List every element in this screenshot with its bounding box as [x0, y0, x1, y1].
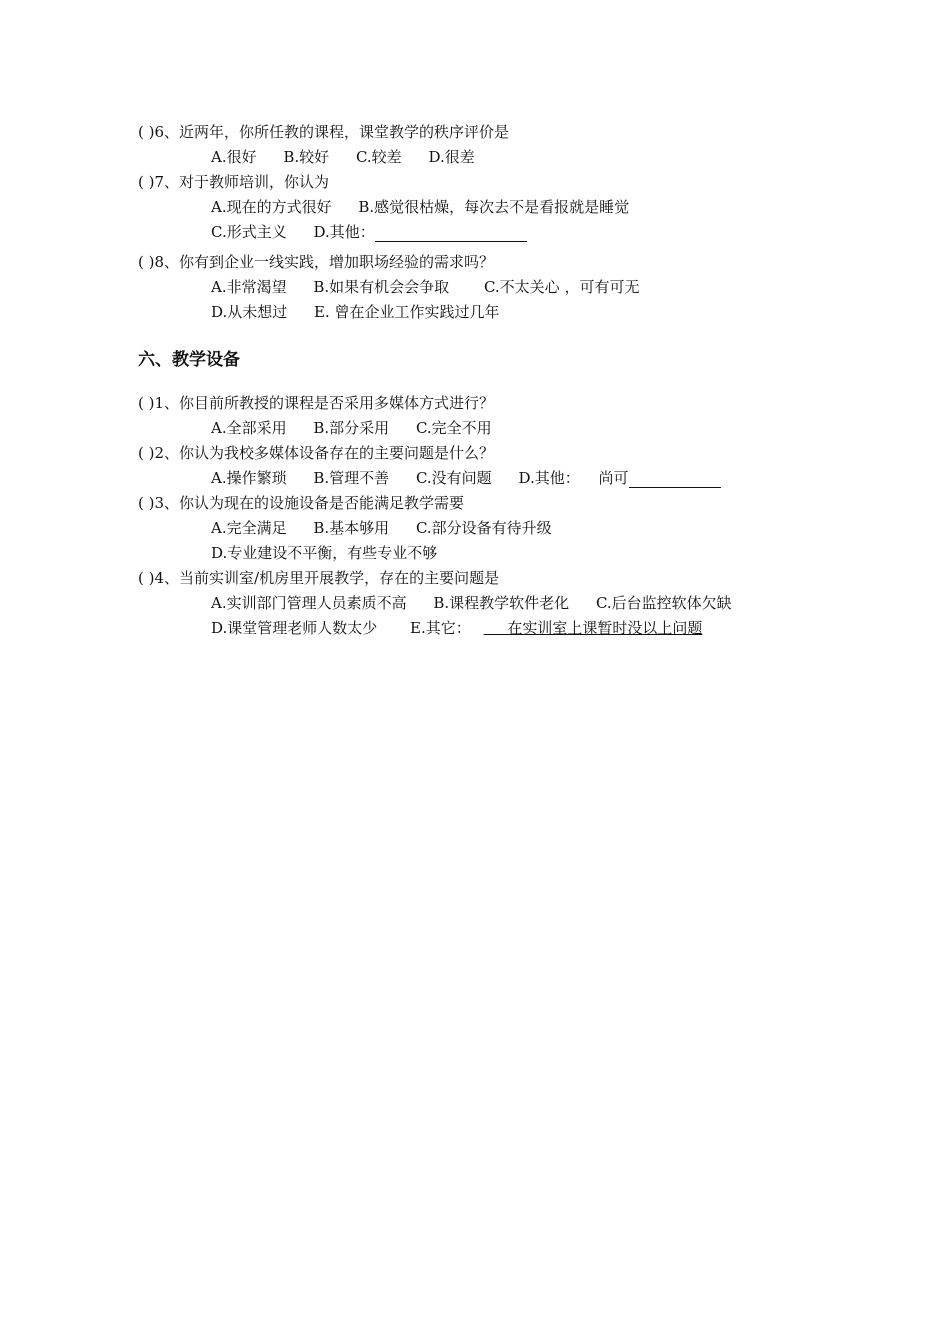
- eq3-option-a: A.完全满足: [211, 519, 287, 537]
- q6-option-a: A.很好: [211, 148, 257, 166]
- q7-option-c: C.形式主义: [211, 223, 287, 241]
- eq4-option-b: B.课程教学软件老化: [433, 594, 570, 612]
- eq2-other-blank: [629, 471, 721, 488]
- question-8: ( )8、你有到企业一线实践，增加职场经验的需求吗？: [138, 253, 495, 271]
- q7-other-blank: [375, 225, 527, 242]
- eq4-option-e: E.其它：: [410, 619, 471, 637]
- eq4-option-a: A.实训部门管理人员素质不高: [211, 594, 407, 612]
- eq3-option-c: C.部分设备有待升级: [415, 519, 552, 537]
- q8-option-b: B.如果有机会会争取: [313, 278, 450, 296]
- equipment-question-2: ( )2、你认为我校多媒体设备存在的主要问题是什么？: [138, 444, 495, 462]
- eq2-other-value: 尚可: [598, 469, 629, 487]
- eq1-option-b: B.部分采用: [313, 419, 390, 437]
- equipment-question-3-options-1: [211, 518, 552, 538]
- eq3-option-d: D.专业建设不平衡，有些专业不够: [211, 544, 438, 562]
- equipment-question-4-options-1: [211, 593, 732, 613]
- question-6: ( )6、近两年，你所任教的课程，课堂教学的秩序评价是: [138, 123, 510, 141]
- question-7-options-1: [211, 197, 629, 217]
- eq4-other-answer: 在实训室上课暂时没以上问题: [483, 619, 703, 637]
- q8-option-e: E. 曾在企业工作实践过几年: [314, 303, 500, 321]
- eq4-option-d: D.课堂管理老师人数太少: [211, 619, 378, 637]
- eq3-option-b: B.基本够用: [313, 519, 390, 537]
- q6-option-d: D.很差: [428, 148, 475, 166]
- equipment-question-4: ( )4、当前实训室/机房里开展教学，存在的主要问题是: [138, 569, 500, 587]
- equipment-question-1-options: [211, 418, 492, 438]
- q8-option-c: C.不太关心 ，可有可无: [483, 278, 640, 296]
- eq4-option-c: C.后台监控软体欠缺: [595, 594, 732, 612]
- q8-option-a: A.非常渴望: [211, 278, 287, 296]
- q7-option-b: B.感觉很枯燥，每次去不是看报就是睡觉: [358, 198, 630, 216]
- question-7-options-2: [211, 222, 527, 242]
- section-heading: 六、教学设备: [138, 350, 240, 370]
- eq2-option-a: A.操作繁琐: [211, 469, 287, 487]
- eq2-option-c: C.没有问题: [415, 469, 492, 487]
- eq2-option-b: B.管理不善: [313, 469, 390, 487]
- question-6-options: [211, 147, 475, 167]
- q8-option-d: D.从未想过: [211, 303, 288, 321]
- question-8-options-1: [211, 277, 639, 297]
- q6-option-b: B.较好: [283, 148, 330, 166]
- q7-option-d: D.其他：: [313, 223, 375, 241]
- equipment-question-3-options-2: [211, 543, 437, 563]
- equipment-question-4-options-2: [211, 618, 702, 638]
- equipment-question-2-options: [211, 468, 721, 488]
- eq1-option-a: A.全部采用: [211, 419, 287, 437]
- q7-option-a: A.现在的方式很好: [211, 198, 332, 216]
- equipment-question-3: ( )3、你认为现在的设施设备是否能满足教学需要: [138, 494, 465, 512]
- equipment-question-1: ( )1、你目前所教授的课程是否采用多媒体方式进行？: [138, 394, 495, 412]
- eq1-option-c: C.完全不用: [415, 419, 492, 437]
- q6-option-c: C.较差: [355, 148, 402, 166]
- question-7: ( )7、对于教师培训，你认为: [138, 173, 330, 191]
- question-8-options-2: [211, 302, 500, 322]
- eq2-option-d: D.其他：: [518, 469, 580, 487]
